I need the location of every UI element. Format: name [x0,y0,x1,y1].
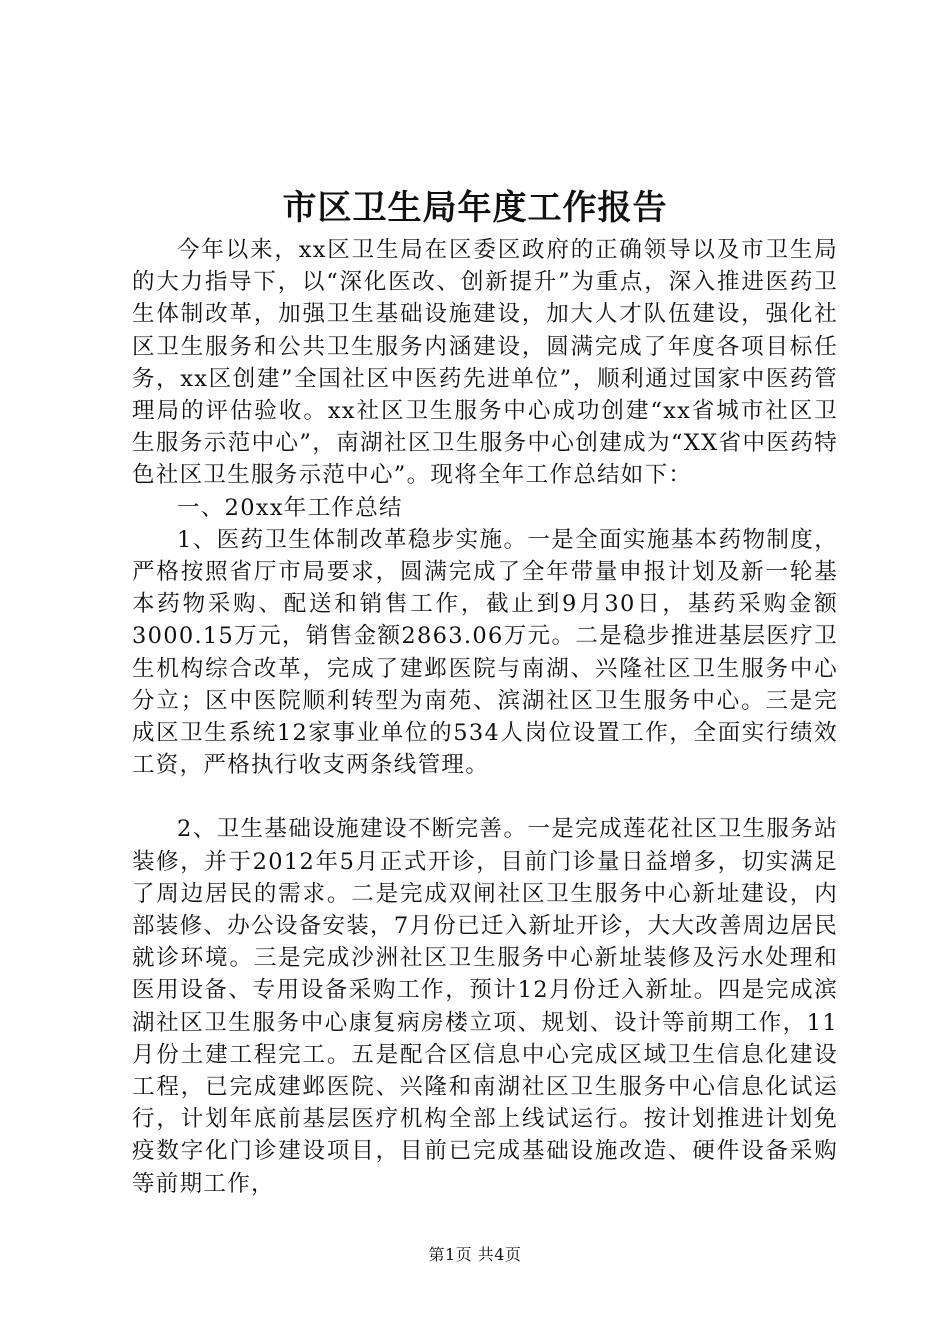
intro-paragraph: 今年以来，xx区卫生局在区委区政府的正确领导以及市卫生局的大力指导下，以“深化医改、创新提升”为重点，深入推进医药卫生体制改革，加强卫生基础设施建设，加大人才队伍建设，强化社区卫生服务和公共卫生服务内涵建设，圆满完成了年度各项目标任务，xx区创建”全国社区中医药先进单位”，顺利通过国家中医药管理局的评估验收。xx社区卫生服务中心成功创建“xx省城市社区卫生服务示范中心”，南湖社区卫生服务中心创建成为“XX省中医药特色社区卫生服务示范中心”。现将全年工作总结如下： [132,237,838,489]
section-heading: 一、20xx年工作总结 [177,494,403,521]
document-body [132,234,838,1200]
document-title: 市区卫生局年度工作报告 [282,188,668,228]
page-footer: 第1页 共4页 [428,1245,522,1264]
paragraph-item-2: 2、卫生基础设施建设不断完善。一是完成莲花社区卫生服务站装修，并于2012年5月正式开诊，目前门诊量日益增多，切实满足了周边居民的需求。二是完成双闸社区卫生服务中心新址建设，内部装修、办公设备安装，7月份已迁入新址开诊，大大改善周边居民就诊环境。三是完成沙洲社区卫生服务中心新址装修及污水处理和医用设备、专用设备采购工作，预计12月份迁入新址。四是完成滨湖社区卫生服务中心康复病房楼立项、规划、设计等前期工作，11月份土建工程完工。五是配合区信息中心完成区域卫生信息化建设工程，已完成建邺医院、兴隆和南湖社区卫生服务中心信息化试运行，计划年底前基层医疗机构全部上线试运行。按计划推进计划免疫数字化门诊建设项目，目前已完成基础设施改造、硬件设备采购等前期工作， [132,816,838,1197]
paragraph-item-1: 1、医药卫生体制改革稳步实施。一是全面实施基本药物制度，严格按照省厅市局要求，圆满完成了全年带量申报计划及新一轮基本药物采购、配送和销售工作，截止到9月30日，基药采购金额3000.15万元，销售金额2863.06万元。二是稳步推进基层医疗卫生机构综合改革，完成了建邺医院与南湖、兴隆社区卫生服务中心分立；区中医院顺利转型为南苑、滨湖社区卫生服务中心。三是完成区卫生系统12家事业单位的534人岗位设置工作，全面实行绩效工资，严格执行收支两条线管理。 [132,526,838,779]
